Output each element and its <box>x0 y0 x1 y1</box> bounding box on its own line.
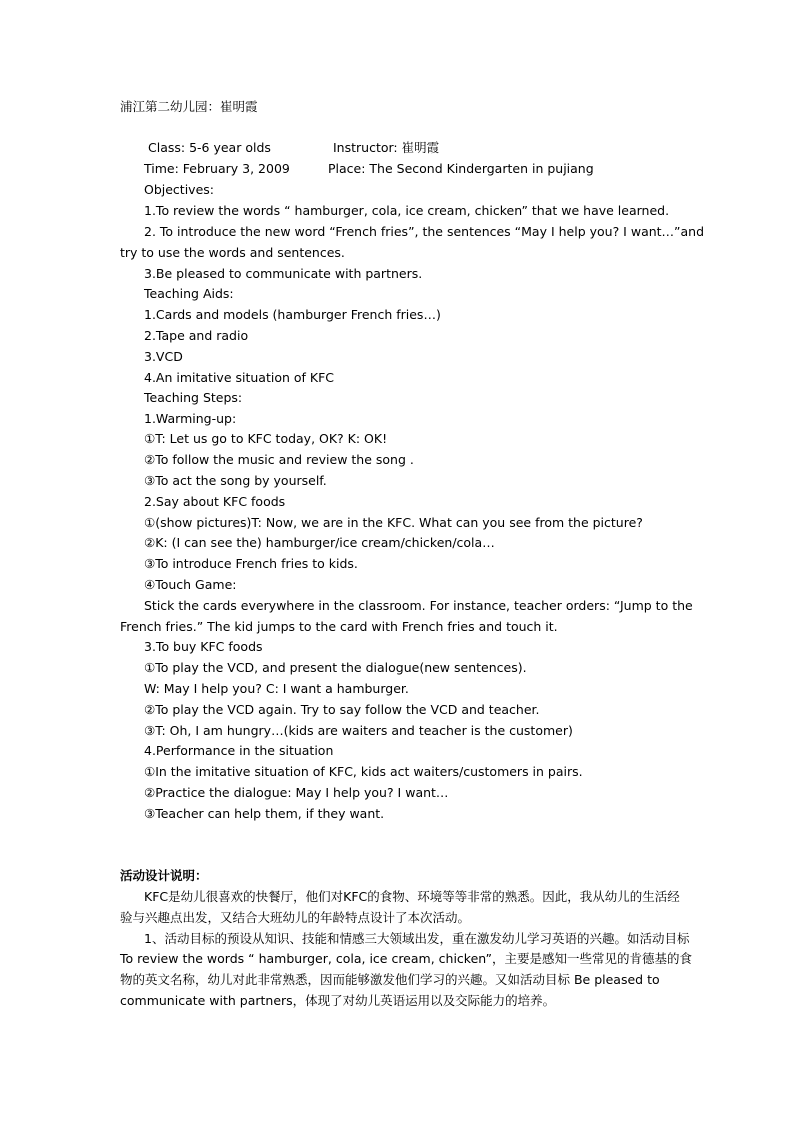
school-author-line: 浦江第二幼儿园：崔明霞 <box>120 99 258 114</box>
step-item: ③Teacher can help them, if they want. <box>144 806 385 821</box>
step-item: ③To act the song by yourself. <box>144 473 327 488</box>
step-item: ①To play the VCD, and present the dialogue(new sentences). <box>144 660 527 675</box>
step-item: ②Practice the dialogue: May I help you? I want… <box>144 785 449 800</box>
aid-item: 1.Cards and models (hamburger French fries…) <box>144 307 441 322</box>
step-heading: 4.Performance in the situation <box>144 743 334 758</box>
step-item: ③To introduce French fries to kids. <box>144 556 358 571</box>
step-paragraph: Stick the cards everywhere in the classroom. For instance, teacher orders: “Jump to the <box>144 598 693 613</box>
design-paragraph-continued: communicate with partners，体现了对幼儿英语运用以及交际能力的培养。 <box>120 993 556 1008</box>
place-info: Place: The Second Kindergarten in pujiang <box>328 161 594 176</box>
design-paragraph: KFC是幼儿很喜欢的快餐厅，他们对KFC的食物、环境等等非常的熟悉。因此，我从幼儿的生活经 <box>144 889 680 904</box>
step-heading: 1.Warming-up: <box>144 411 237 426</box>
step-heading: 2.Say about KFC foods <box>144 494 286 509</box>
step-dialogue: W: May I help you? C: I want a hamburger. <box>144 681 409 696</box>
step-item: ①T: Let us go to KFC today, OK? K: OK! <box>144 431 388 446</box>
time-info: Time: February 3, 2009 <box>144 161 290 176</box>
objective-item: 2. To introduce the new word “French fries”, the sentences “May I help you? I want…”and <box>144 224 705 239</box>
aid-item: 3.VCD <box>144 349 183 364</box>
step-item: ②K: (I can see the) hamburger/ice cream/chicken/cola… <box>144 535 495 550</box>
teaching-steps-heading: Teaching Steps: <box>144 390 243 405</box>
instructor-info: Instructor: 崔明霞 <box>333 140 440 155</box>
design-heading: 活动设计说明： <box>120 868 208 883</box>
objective-item: 3.Be pleased to communicate with partners. <box>144 266 423 281</box>
step-item: ②To play the VCD again. Try to say follow the VCD and teacher. <box>144 702 540 717</box>
objectives-heading: Objectives: <box>144 182 214 197</box>
design-paragraph: 1、活动目标的预设从知识、技能和情感三大领域出发，重在激发幼儿学习英语的兴趣。如活动目标 <box>144 931 690 946</box>
design-paragraph-continued: To review the words “ hamburger, cola, ice cream, chicken”，主要是感知一些常见的肯德基的食 <box>120 951 692 966</box>
step-paragraph-continued: French fries.” The kid jumps to the card with French fries and touch it. <box>120 619 558 634</box>
step-item: ①In the imitative situation of KFC, kids act waiters/customers in pairs. <box>144 764 583 779</box>
objective-item: 1.To review the words “ hamburger, cola, ice cream, chicken” that we have learned. <box>144 203 670 218</box>
design-paragraph-continued: 物的英文名称，幼儿对此非常熟悉，因而能够激发他们学习的兴趣。又如活动目标 Be pleased to <box>120 972 660 987</box>
teaching-aids-heading: Teaching Aids: <box>144 286 234 301</box>
objective-item-continued: try to use the words and sentences. <box>120 245 345 260</box>
step-item: ②To follow the music and review the song . <box>144 452 414 467</box>
class-info: Class: 5-6 year olds <box>148 140 271 155</box>
aid-item: 2.Tape and radio <box>144 328 249 343</box>
step-heading: 3.To buy KFC foods <box>144 639 263 654</box>
design-paragraph-continued: 验与兴趣点出发，又结合大班幼儿的年龄特点设计了本次活动。 <box>120 910 471 925</box>
step-item: ③T: Oh, I am hungry…(kids are waiters and teacher is the customer) <box>144 723 573 738</box>
step-item: ④Touch Game: <box>144 577 237 592</box>
aid-item: 4.An imitative situation of KFC <box>144 370 335 385</box>
step-item: ①(show pictures)T: Now, we are in the KFC. What can you see from the picture? <box>144 515 643 530</box>
